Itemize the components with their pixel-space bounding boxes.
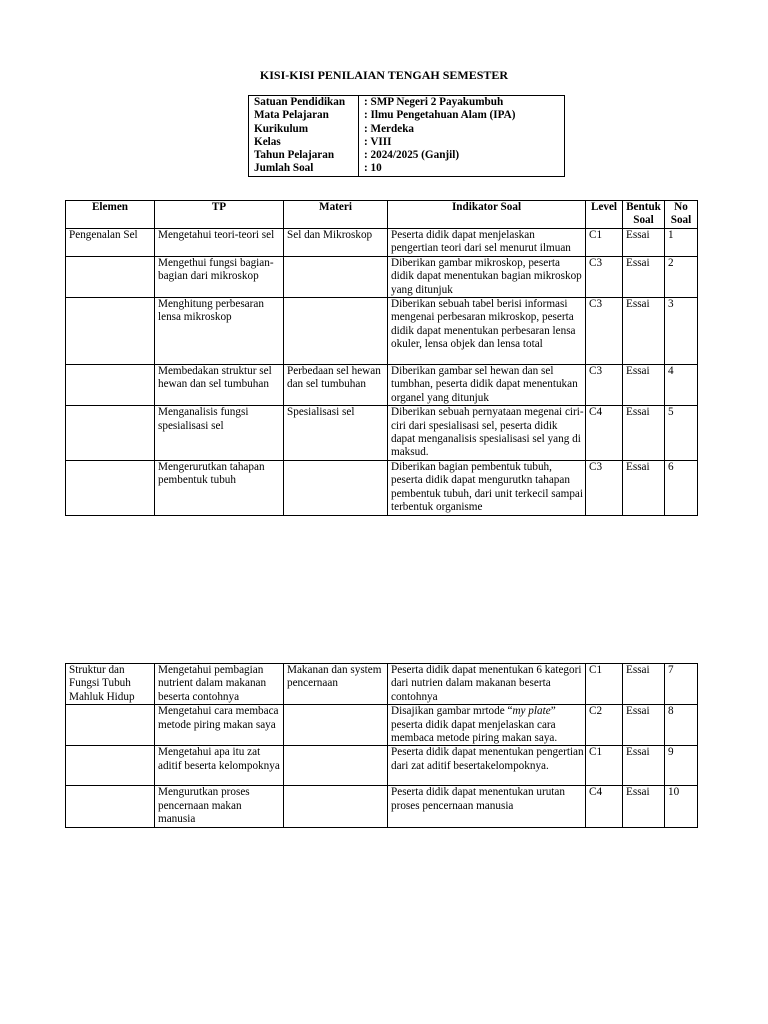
- info-value: : 10: [364, 162, 382, 175]
- cell-level: C1: [586, 664, 623, 705]
- cell-bentuk: Essai: [623, 664, 665, 705]
- cell-bentuk: Essai: [623, 228, 665, 256]
- cell-indikator: Diberikan bagian pembentuk tubuh, peserta didik dapat mengurutkn tahapan pembentuk tubuh, dari unit terkecil sampai terbentuk organisme: [388, 460, 586, 515]
- table-row: [66, 365, 698, 406]
- cell-level: C2: [586, 705, 623, 746]
- header-level: Level: [586, 201, 623, 229]
- cell-indikator: Peserta didik dapat menjelaskan pengertian teori dari sel menurut ilmuan: [388, 228, 586, 256]
- table-row: [66, 664, 698, 705]
- header-no-line2: Soal: [670, 214, 692, 227]
- cell-tp: Mengethui fungsi bagian-bagian dari mikroskop: [155, 256, 284, 297]
- cell-materi: [284, 705, 388, 746]
- cell-elemen: [66, 256, 155, 297]
- cell-no: 6: [665, 460, 698, 515]
- table-row: [66, 406, 698, 461]
- info-value: : Merdeka: [364, 122, 415, 135]
- document-title: KISI-KISI PENILAIAN TENGAH SEMESTER: [259, 68, 509, 82]
- table-row: [66, 705, 698, 746]
- cell-materi: [284, 256, 388, 297]
- cell-indikator: Diberikan sebuah pernyataan megenai ciri-ciri dari spesialisasi sel, peserta didik dapat menganalisis spesialisasi sel yang di maksud.: [388, 406, 586, 461]
- cell-elemen: [66, 406, 155, 461]
- cell-tp: Mengetahui cara membaca metode piring makan saya: [155, 705, 284, 746]
- cell-bentuk: Essai: [623, 256, 665, 297]
- info-row: [249, 136, 565, 149]
- cell-tp: Mengerurutkan tahapan pembentuk tubuh: [155, 460, 284, 515]
- cell-materi: Perbedaan sel hewan dan sel tumbuhan: [284, 365, 388, 406]
- cell-level: C1: [586, 228, 623, 256]
- cell-elemen: [66, 365, 155, 406]
- cell-no: 1: [665, 228, 698, 256]
- cell-level: C4: [586, 786, 623, 828]
- indikator-text-before: Disajikan gambar mrtode “: [391, 705, 513, 718]
- cell-tp: Mengetahui teori-teori sel: [155, 228, 284, 256]
- cell-elemen: Pengenalan Sel: [66, 228, 155, 256]
- cell-materi: [284, 746, 388, 786]
- info-key: Mata Pelajaran: [249, 109, 359, 122]
- cell-elemen: Struktur dan Fungsi Tubuh Mahluk Hidup: [66, 664, 155, 705]
- cell-materi: [284, 460, 388, 515]
- cell-materi: [284, 298, 388, 365]
- cell-tp: Mengurutkan proses pencernaan makan manusia: [155, 786, 284, 828]
- info-value: : Ilmu Pengetahuan Alam (IPA): [364, 109, 516, 122]
- table-row: [66, 746, 698, 786]
- cell-indikator: Diberikan gambar sel hewan dan sel tumbhan, peserta didik dapat menentukan organel yang ditunjuk: [388, 365, 586, 406]
- cell-level: C4: [586, 406, 623, 461]
- cell-indikator: [388, 705, 586, 746]
- cell-bentuk: Essai: [623, 746, 665, 786]
- cell-tp: Mengetahui pembagian nutrient dalam makanan beserta contohnya: [155, 664, 284, 705]
- cell-materi: Spesialisasi sel: [284, 406, 388, 461]
- cell-bentuk: Essai: [623, 460, 665, 515]
- cell-indikator: Diberikan sebuah tabel berisi informasi mengenai perbesaran mikroskop, peserta didik dapat menentukan perbesaran lensa okuler, lensa objek dan lensa total: [388, 298, 586, 365]
- table-row: [66, 460, 698, 515]
- cell-no: 8: [665, 705, 698, 746]
- info-row: [249, 96, 565, 110]
- cell-level: C3: [586, 298, 623, 365]
- cell-bentuk: Essai: [623, 365, 665, 406]
- cell-materi: [284, 786, 388, 828]
- info-key: Kurikulum: [249, 123, 359, 136]
- header-bentuk-soal: [623, 201, 665, 229]
- info-value: : SMP Negeri 2 Payakumbuh: [364, 96, 504, 108]
- cell-elemen: [66, 786, 155, 828]
- cell-no: 4: [665, 365, 698, 406]
- cell-bentuk: Essai: [623, 298, 665, 365]
- header-indikator: Indikator Soal: [388, 201, 586, 229]
- cell-no: 10: [665, 786, 698, 828]
- table-row: [66, 256, 698, 297]
- cell-level: C3: [586, 460, 623, 515]
- cell-materi: Sel dan Mikroskop: [284, 228, 388, 256]
- header-no-soal: [665, 201, 698, 229]
- cell-elemen: [66, 746, 155, 786]
- cell-indikator: Diberikan gambar mikroskop, peserta didik dapat menentukan bagian mikroskop yang ditunjuk: [388, 256, 586, 297]
- header-no-line1: No: [674, 201, 688, 213]
- cell-indikator: Peserta didik dapat menentukan pengertian dari zat aditif besertakelompoknya.: [388, 746, 586, 786]
- header-elemen: Elemen: [66, 201, 155, 229]
- grid-table-section-2: [65, 663, 698, 828]
- info-row: [249, 123, 565, 136]
- table-row: [66, 228, 698, 256]
- indikator-italic-term: my plate: [512, 705, 551, 718]
- cell-tp: Menganalisis fungsi spesialisasi sel: [155, 406, 284, 461]
- info-key: Satuan Pendidikan: [249, 96, 359, 110]
- header-materi: Materi: [284, 201, 388, 229]
- cell-elemen: [66, 460, 155, 515]
- cell-no: 5: [665, 406, 698, 461]
- info-value: : VIII: [364, 135, 392, 148]
- table-header-row: [66, 201, 698, 229]
- indikator-text-after: ” peserta didik dapat menjelaskan cara membaca metode piring makan saya.: [391, 705, 558, 745]
- info-key: Jumlah Soal: [249, 162, 359, 176]
- cell-materi: Makanan dan system pencernaan: [284, 664, 388, 705]
- cell-bentuk: Essai: [623, 406, 665, 461]
- cell-no: 3: [665, 298, 698, 365]
- header-bentuk-line2: Soal: [633, 214, 654, 227]
- info-key: Tahun Pelajaran: [249, 149, 359, 162]
- cell-indikator: Peserta didik dapat menentukan urutan proses pencernaan manusia: [388, 786, 586, 828]
- cell-no: 9: [665, 746, 698, 786]
- cell-tp: Membedakan struktur sel hewan dan sel tumbuhan: [155, 365, 284, 406]
- grid-table-section-1: [65, 200, 698, 516]
- info-row: [249, 162, 565, 176]
- cell-elemen: [66, 298, 155, 365]
- cell-tp: Menghitung perbesaran lensa mikroskop: [155, 298, 284, 365]
- cell-level: C1: [586, 746, 623, 786]
- info-row: [249, 149, 565, 162]
- table-row: [66, 298, 698, 365]
- info-key: Kelas: [249, 136, 359, 149]
- cell-no: 2: [665, 256, 698, 297]
- cell-no: 7: [665, 664, 698, 705]
- cell-level: C3: [586, 256, 623, 297]
- cell-elemen: [66, 705, 155, 746]
- header-bentuk-line1: Bentuk: [626, 201, 661, 213]
- cell-indikator: Peserta didik dapat menentukan 6 kategori dari nutrien dalam makanan beserta contohnya: [388, 664, 586, 705]
- header-tp: TP: [155, 201, 284, 229]
- info-row: [249, 109, 565, 122]
- cell-level: C3: [586, 365, 623, 406]
- info-value: : 2024/2025 (Ganjil): [364, 149, 460, 162]
- school-info-box: [248, 95, 565, 177]
- cell-bentuk: Essai: [623, 786, 665, 828]
- cell-bentuk: Essai: [623, 705, 665, 746]
- table-row: [66, 786, 698, 828]
- cell-tp: Mengetahui apa itu zat aditif beserta kelompoknya: [155, 746, 284, 786]
